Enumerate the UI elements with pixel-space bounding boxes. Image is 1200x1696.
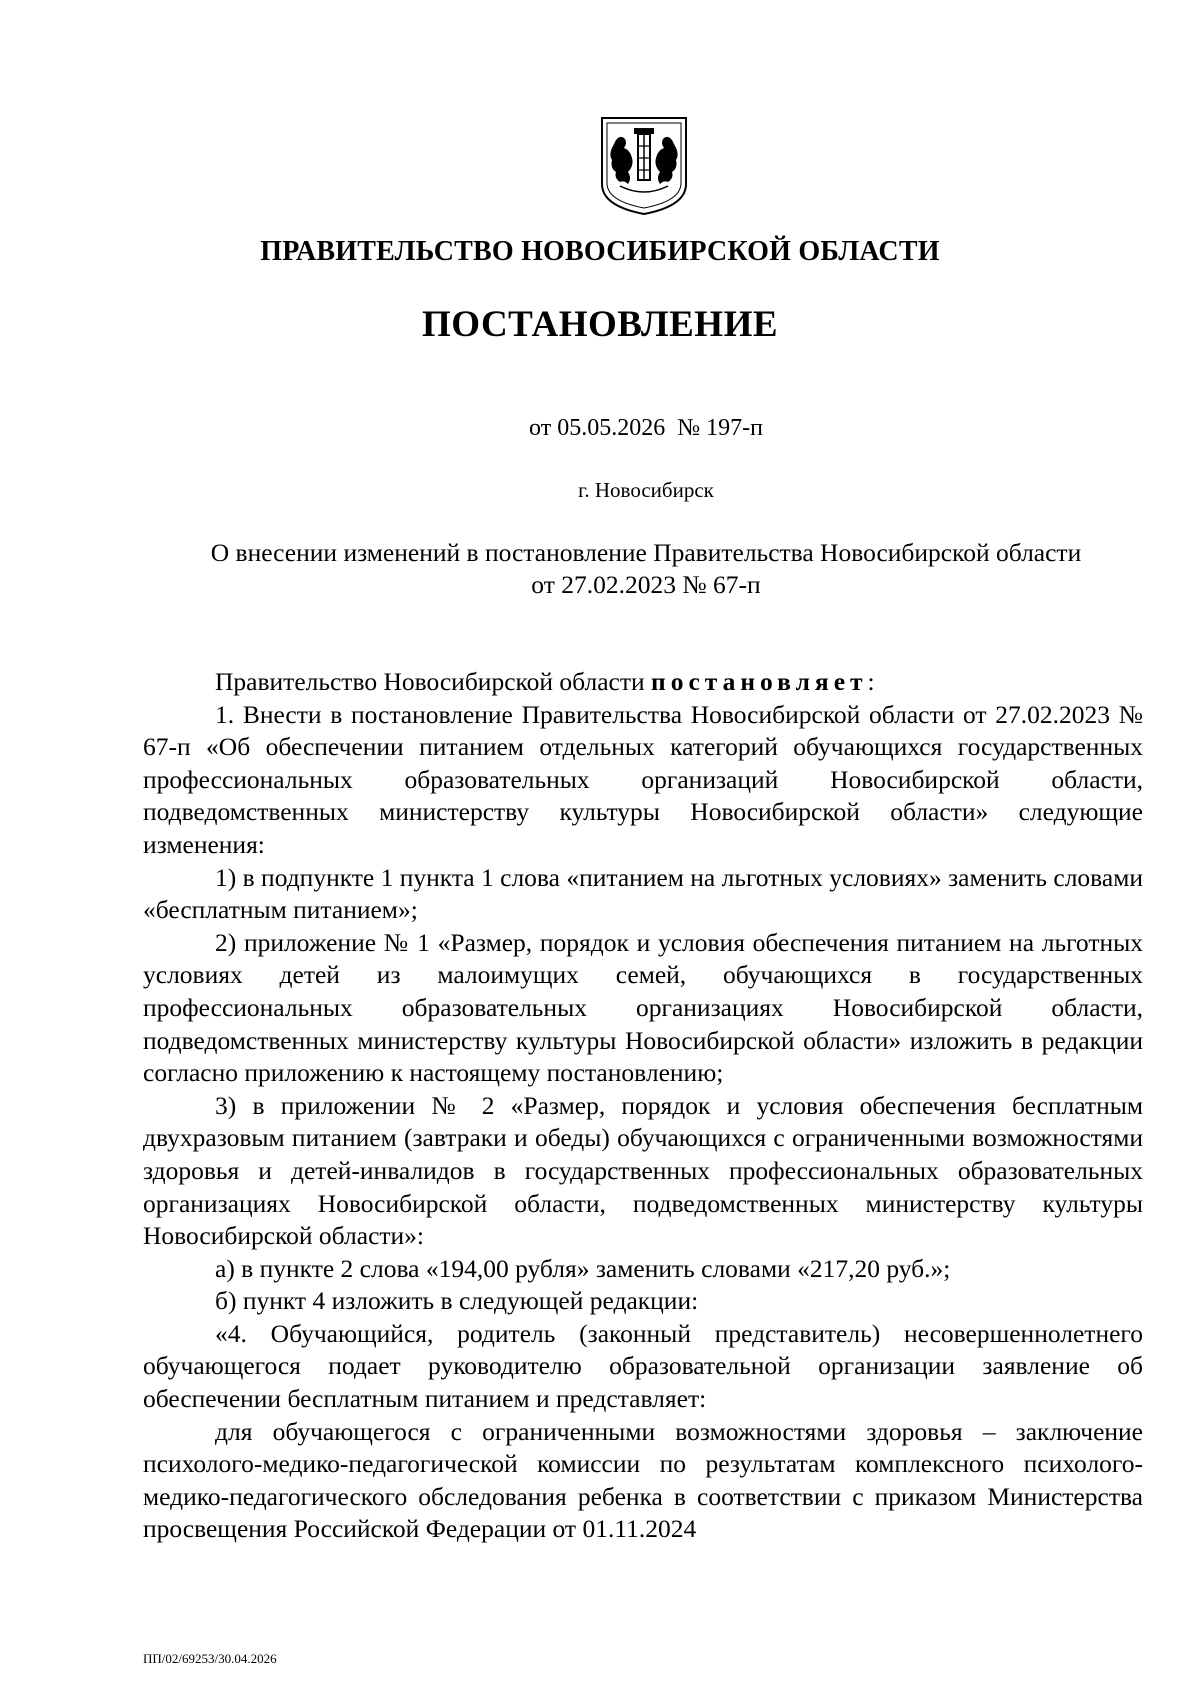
- paragraph-4: 3) в приложении № 2 «Размер, порядок и условия обеспечения бесплатным двухразовым питанием (завтраки и обеды) обучающихся с ограниченными возможностями здоровья и детей-инвалидов в государственных профессиональных образовательных организациях Новосибирской области, подведомственных министерству культуры Новосибирской области»:: [143, 1090, 1143, 1251]
- intro-tail: :: [867, 667, 875, 696]
- document-type-title: ПОСТАНОВЛЕНИЕ: [421, 304, 779, 345]
- document-subject: [140, 537, 1152, 601]
- subject-line-1: О внесении изменений в постановление Правительства Новосибирской области: [210, 538, 1082, 567]
- document-footer-code: ПП/02/69253/30.04.2026: [143, 1651, 277, 1666]
- paragraph-8: для обучающегося с ограниченными возможностями здоровья – заключение психолого-медико-педагогической комиссии по результатам комплексного психолого-медико-педагогического обследования ребенка в соответствии с приказом Министерства просвещения Российской Федерации от 01.11.2024: [143, 1416, 1143, 1544]
- coat-of-arms-emblem: [598, 114, 690, 217]
- document-date-number: от 05.05.2026 № 197-п: [529, 415, 763, 441]
- paragraph-6: б) пункт 4 изложить в следующей редакции:: [215, 1286, 699, 1316]
- paragraph-5: а) в пункте 2 слова «194,00 рубля» заменить словами «217,20 руб.»;: [215, 1253, 951, 1283]
- intro-paragraph: [143, 666, 1143, 699]
- paragraph-2: 1) в подпункте 1 пункта 1 слова «питанием на льготных условиях» заменить словами «бесплатным питанием»;: [143, 862, 1143, 925]
- intro-lead: Правительство Новосибирской области: [215, 667, 651, 696]
- paragraph-1: 1. Внести в постановление Правительства Новосибирской области от 27.02.2023 № 67-п «Об обеспечении питанием отдельных категорий обучающихся государственных профессиональных образовательных организаций Новосибирской области, подведомственных министерству культуры Новосибирской области» следующие изменения:: [143, 699, 1143, 859]
- organization-title: ПРАВИТЕЛЬСТВО НОВОСИБИРСКОЙ ОБЛАСТИ: [260, 236, 940, 267]
- intro-keyword: постановляет: [651, 667, 868, 696]
- paragraph-3: 2) приложение № 1 «Размер, порядок и условия обеспечения питанием на льготных условиях детей из малоимущих семей, обучающихся в государственных профессиональных образовательных организациях Новосибирской области, подведомственных министерству культуры Новосибирской области» изложить в редакции согласно приложению к настоящему постановлению;: [143, 927, 1143, 1088]
- subject-line-2: от 27.02.2023 № 67-п: [531, 570, 761, 599]
- document-city: г. Новосибирск: [578, 478, 714, 502]
- document-body: [143, 666, 1143, 1546]
- paragraph-7: «4. Обучающийся, родитель (законный представитель) несовершеннолетнего обучающегося подает руководителю образовательной организации заявление об обеспечении бесплатным питанием и представляет:: [143, 1318, 1143, 1414]
